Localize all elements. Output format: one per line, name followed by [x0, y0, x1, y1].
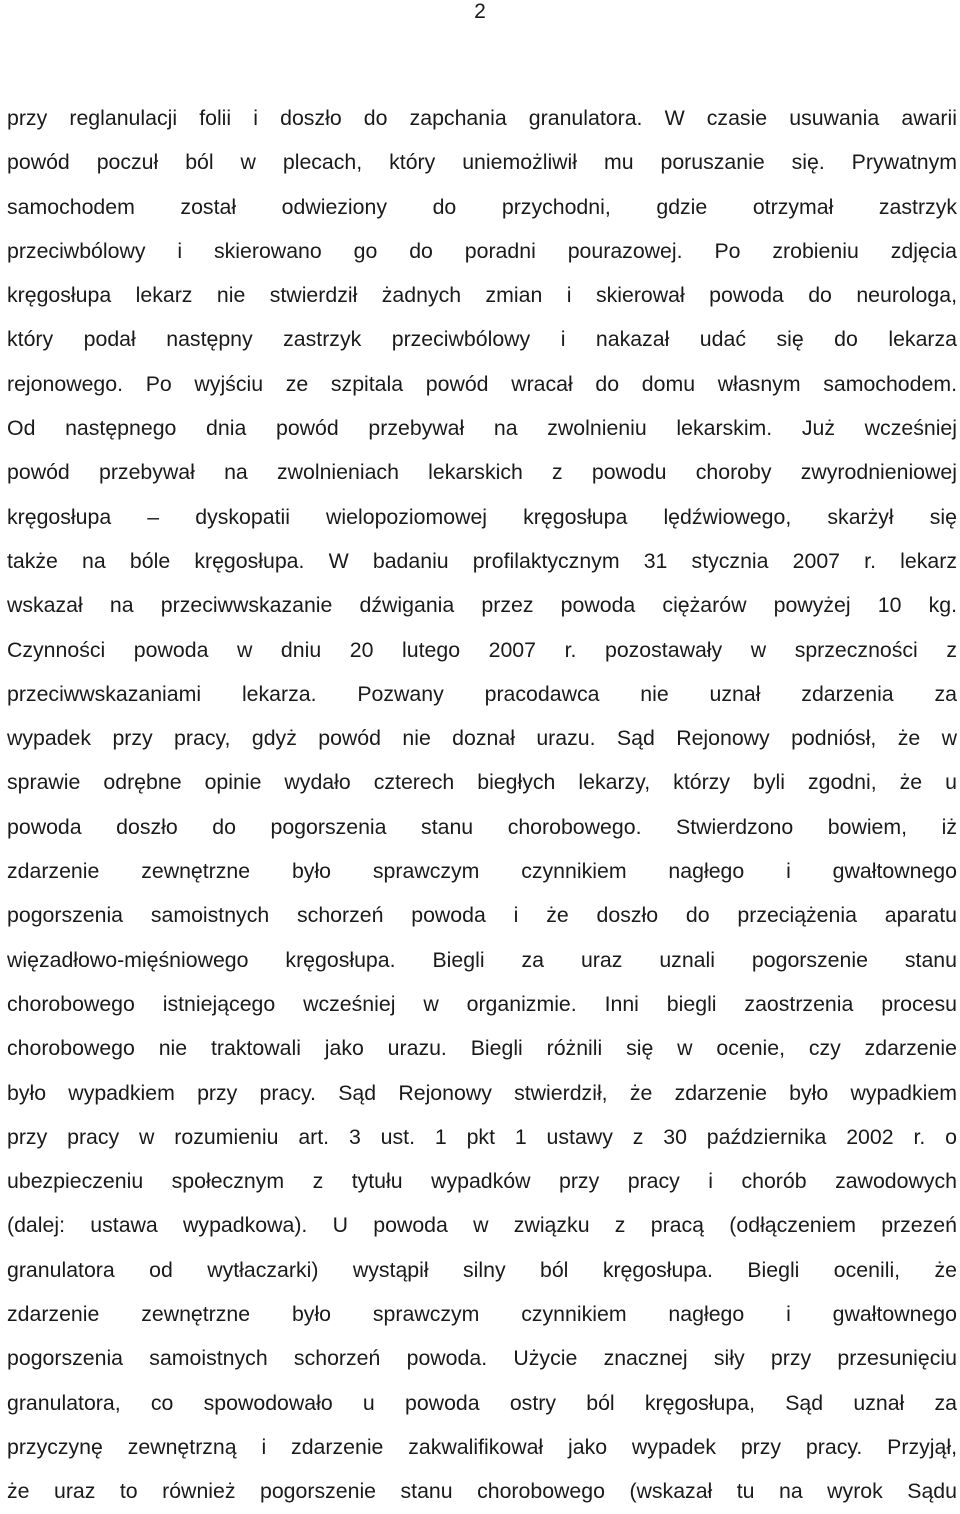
text-line: który podał następny zastrzyk przeciwbólowy i nakazał udać się do lekarza — [7, 327, 957, 352]
text-line: wypadek przy pracy, gdyż powód nie doznał urazu. Sąd Rejonowy podniósł, że w — [7, 726, 957, 751]
text-line: granulatora, co spowodowało u powoda ostry ból kręgosłupa, Sąd uznał za — [7, 1390, 957, 1415]
page-number: 2 — [474, 0, 486, 23]
text-line: zdarzenie zewnętrzne było sprawczym czynnikiem nagłego i gwałtownego — [7, 859, 957, 884]
text-line: przyczynę zewnętrzną i zdarzenie zakwalifikował jako wypadek przy pracy. Przyjął, — [7, 1434, 957, 1459]
text-line: pogorszenia samoistnych schorzeń powoda. Użycie znacznej siły przy przesunięciu — [7, 1346, 957, 1371]
text-line: rejonowego. Po wyjściu ze szpitala powód wracał do domu własnym samochodem. — [7, 371, 957, 396]
text-line: przeciwbólowy i skierowano go do poradni pourazowej. Po zrobieniu zdjęcia — [7, 238, 957, 263]
text-line: przy reglanulacji folii i doszło do zapchania granulatora. W czasie usuwania awarii — [7, 106, 957, 130]
text-line: chorobowego nie traktowali jako urazu. Biegli różnili się w ocenie, czy zdarzenie — [7, 1036, 957, 1061]
text-line: (dalej: ustawa wypadkowa). U powoda w związku z pracą (odłączeniem przezeń — [7, 1213, 957, 1238]
text-line: wskazał na przeciwwskazanie dźwigania przez powoda ciężarów powyżej 10 kg. — [7, 593, 957, 618]
text-line: przeciwwskazaniami lekarza. Pozwany pracodawca nie uznał zdarzenia za — [7, 681, 957, 706]
text-line: powód przebywał na zwolnieniach lekarskich z powodu choroby zwyrodnieniowej — [7, 460, 957, 485]
text-line: powoda doszło do pogorszenia stanu chorobowego. Stwierdzono bowiem, iż — [7, 814, 957, 839]
text-line: Od następnego dnia powód przebywał na zwolnieniu lekarskim. Już wcześniej — [7, 416, 957, 441]
text-line: także na bóle kręgosłupa. W badaniu profilaktycznym 31 stycznia 2007 r. lekarz — [7, 548, 957, 573]
document-body — [7, 96, 957, 1514]
text-line: ubezpieczeniu społecznym z tytułu wypadków przy pracy i chorób zawodowych — [7, 1169, 957, 1194]
text-line: kręgosłupa – dyskopatii wielopoziomowej kręgosłupa lędźwiowego, skarżył się — [7, 504, 957, 529]
text-line: pogorszenia samoistnych schorzeń powoda i że doszło do przeciążenia aparatu — [7, 903, 957, 928]
text-line: sprawie odrębne opinie wydało czterech biegłych lekarzy, którzy byli zgodni, że u — [7, 770, 957, 795]
text-line: powód poczuł ból w plecach, który uniemożliwił mu poruszanie się. Prywatnym — [7, 150, 957, 175]
text-line: granulatora od wytłaczarki) wystąpił silny ból kręgosłupa. Biegli ocenili, że — [7, 1257, 957, 1282]
text-line: było wypadkiem przy pracy. Sąd Rejonowy stwierdził, że zdarzenie było wypadkiem — [7, 1080, 957, 1105]
text-line: kręgosłupa lekarz nie stwierdził żadnych zmian i skierował powoda do neurologa, — [7, 283, 957, 308]
text-line: że uraz to również pogorszenie stanu chorobowego (wskazał tu na wyrok Sądu — [7, 1479, 957, 1504]
text-line: samochodem został odwieziony do przychodni, gdzie otrzymał zastrzyk — [7, 194, 957, 219]
text-line: zdarzenie zewnętrzne było sprawczym czynnikiem nagłego i gwałtownego — [7, 1302, 957, 1327]
text-line: chorobowego istniejącego wcześniej w organizmie. Inni biegli zaostrzenia procesu — [7, 991, 957, 1016]
text-line: Czynności powoda w dniu 20 lutego 2007 r. pozostawały w sprzeczności z — [7, 637, 957, 662]
text-line: więzadłowo-mięśniowego kręgosłupa. Biegli za uraz uznali pogorszenie stanu — [7, 947, 957, 972]
text-line: przy pracy w rozumieniu art. 3 ust. 1 pkt 1 ustawy z 30 października 2002 r. o — [7, 1124, 957, 1149]
